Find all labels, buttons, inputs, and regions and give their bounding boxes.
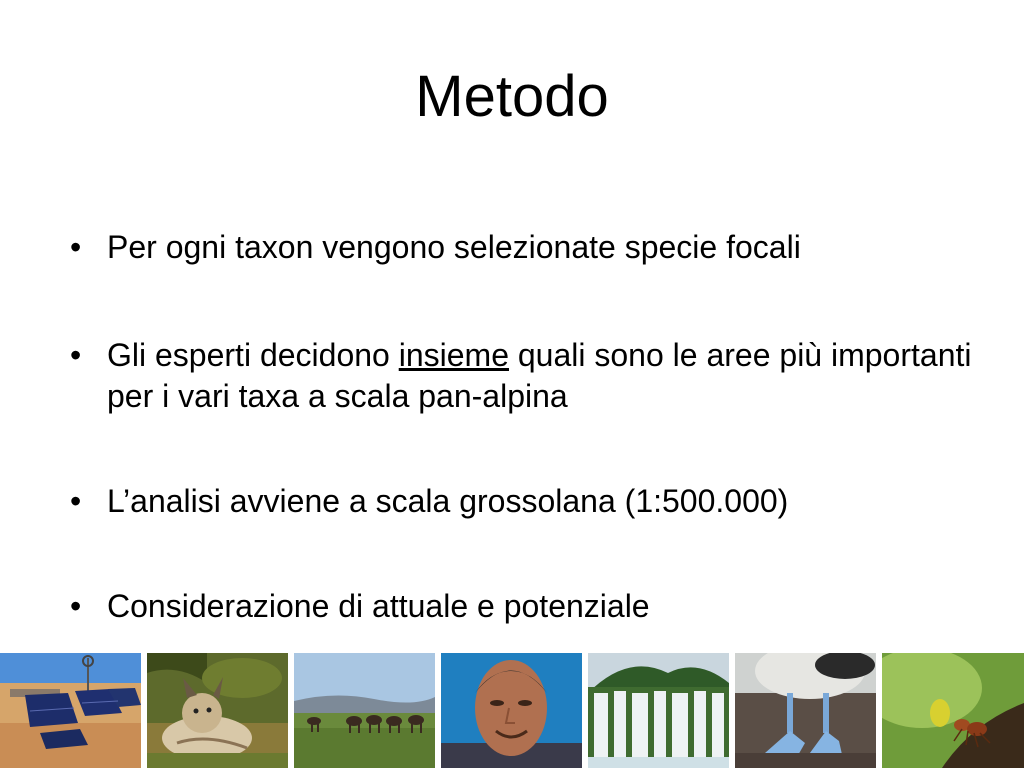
photo-strip [0,653,1024,768]
photo-leafcutter-ant [882,653,1024,768]
photo-lynx [147,653,288,768]
slide-title: Metodo [415,64,609,129]
bullet-text [107,335,1007,417]
bullet-text-part: Gli esperti decidono [107,337,399,373]
bullet-text: L’analisi avviene a scala grossolana (1:500.000) [107,483,789,519]
bullet-marker: • [70,337,82,373]
bullet-text-part: quali sono le aree più importanti per i vari taxa a scala pan-alpina [107,337,972,414]
photo-steppe-camels [294,653,435,768]
photo-smiling-man [441,653,582,768]
bullet-marker: • [70,588,82,624]
photo-solar-panels [0,653,141,768]
bullet-text: Per ogni taxon vengono selezionate specie focali [107,229,801,265]
bullet-marker: • [70,229,82,265]
bullet-marker: • [70,483,82,519]
bullet-text: Considerazione di attuale e potenziale [107,588,650,624]
underlined-word: insieme [398,337,509,373]
photo-waterfall [588,653,729,768]
photo-booby-feet [735,653,876,768]
